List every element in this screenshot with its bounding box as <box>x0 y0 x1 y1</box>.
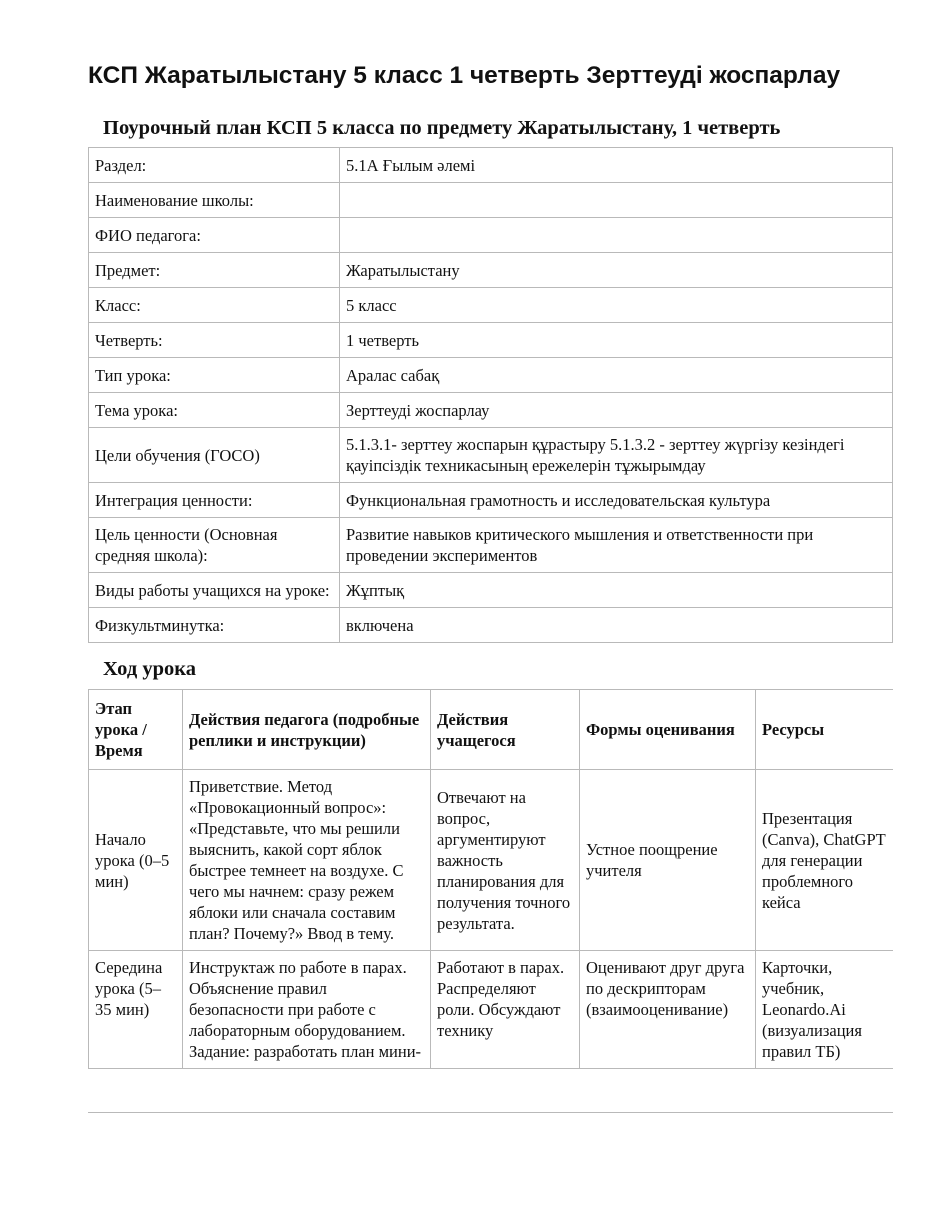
plan-row-value: 5.1А Ғылым әлемі <box>340 148 893 183</box>
lesson-column-header: Действия учащегося <box>431 690 580 770</box>
plan-row-value: Развитие навыков критического мышления и ответственности при проведении экспериментов <box>340 518 893 573</box>
plan-row-label: Цели обучения (ГОСО) <box>89 428 340 483</box>
lesson-row <box>89 770 894 951</box>
plan-row <box>89 323 893 358</box>
lesson-column-header: Этап урока / Время <box>89 690 183 770</box>
plan-row-value <box>340 183 893 218</box>
plan-row-label: Интеграция ценности: <box>89 483 340 518</box>
plan-row-label: Физкультминутка: <box>89 608 340 643</box>
plan-row-label: Цель ценности (Основная средняя школа): <box>89 518 340 573</box>
lesson-table-viewport <box>88 689 893 1113</box>
plan-row <box>89 253 893 288</box>
lesson-column-header: Действия педагога (подробные реплики и инструкции) <box>183 690 431 770</box>
plan-row-label: Предмет: <box>89 253 340 288</box>
lesson-stage-cell: Начало урока (0–5 мин) <box>89 770 183 951</box>
plan-row-value <box>340 218 893 253</box>
lesson-column-header: Формы оценивания <box>580 690 756 770</box>
student-actions-cell: Отвечают на вопрос, аргументируют важность планирования для получения точного результата. <box>431 770 580 951</box>
plan-heading: Поурочный план КСП 5 класса по предмету Жаратылыстану, 1 четверть <box>103 117 781 139</box>
teacher-actions-cell: Инструктаж по работе в парах. Объяснение правил безопасности при работе с лабораторным оборудованием. Задание: разработать план мини- <box>183 951 431 1069</box>
plan-row <box>89 483 893 518</box>
plan-row-value: 5 класс <box>340 288 893 323</box>
plan-row <box>89 358 893 393</box>
lesson-stage-cell: Середина урока (5–35 мин) <box>89 951 183 1069</box>
plan-row-label: Раздел: <box>89 148 340 183</box>
resources-cell: Презентация (Canva), ChatGPT для генерации проблемного кейса <box>756 770 894 951</box>
lesson-column-header: Ресурсы <box>756 690 894 770</box>
plan-row-value: 5.1.3.1- зерттеу жоспарын құрастыру 5.1.3.2 - зерттеу жүргізу кезіндегі қауіпсіздік техникасының ережелерін тұжырымдау <box>340 428 893 483</box>
plan-row <box>89 428 893 483</box>
plan-row <box>89 288 893 323</box>
plan-row-value: Зерттеуді жоспарлау <box>340 393 893 428</box>
plan-row-label: Класс: <box>89 288 340 323</box>
plan-row <box>89 573 893 608</box>
plan-row <box>89 393 893 428</box>
plan-row-value: Жаратылыстану <box>340 253 893 288</box>
plan-row-value: Аралас сабақ <box>340 358 893 393</box>
lesson-header-row <box>89 690 894 770</box>
plan-row-value: включена <box>340 608 893 643</box>
plan-row <box>89 183 893 218</box>
plan-row <box>89 218 893 253</box>
plan-row-label: ФИО педагога: <box>89 218 340 253</box>
plan-row-value: 1 четверть <box>340 323 893 358</box>
plan-row <box>89 518 893 573</box>
lesson-table <box>88 689 893 1069</box>
teacher-actions-cell: Приветствие. Метод «Провокационный вопрос»: «Представьте, что мы решили выяснить, какой сорт яблок быстрее темнеет на воздухе. С чего мы начнем: сразу режем яблоки или сначала составим план? Почему?» Ввод в тему. <box>183 770 431 951</box>
plan-row <box>89 148 893 183</box>
plan-row-label: Наименование школы: <box>89 183 340 218</box>
assessment-cell: Оценивают друг друга по дескрипторам (взаимооценивание) <box>580 951 756 1069</box>
lesson-row <box>89 951 894 1069</box>
resources-cell: Карточки, учебник, Leonardo.Ai (визуализация правил ТБ) <box>756 951 894 1069</box>
plan-row-label: Виды работы учащихся на уроке: <box>89 573 340 608</box>
plan-row <box>89 608 893 643</box>
plan-row-label: Четверть: <box>89 323 340 358</box>
plan-row-label: Тема урока: <box>89 393 340 428</box>
assessment-cell: Устное поощрение учителя <box>580 770 756 951</box>
student-actions-cell: Работают в парах. Распределяют роли. Обсуждают технику <box>431 951 580 1069</box>
document-title: КСП Жаратылыстану 5 класс 1 четверть Зерттеуді жоспарлау <box>88 62 841 89</box>
plan-row-label: Тип урока: <box>89 358 340 393</box>
lesson-heading: Ход урока <box>103 658 196 680</box>
plan-info-table <box>88 147 893 643</box>
plan-row-value: Жұптық <box>340 573 893 608</box>
plan-row-value: Функциональная грамотность и исследовательская культура <box>340 483 893 518</box>
document-page <box>88 0 893 1113</box>
